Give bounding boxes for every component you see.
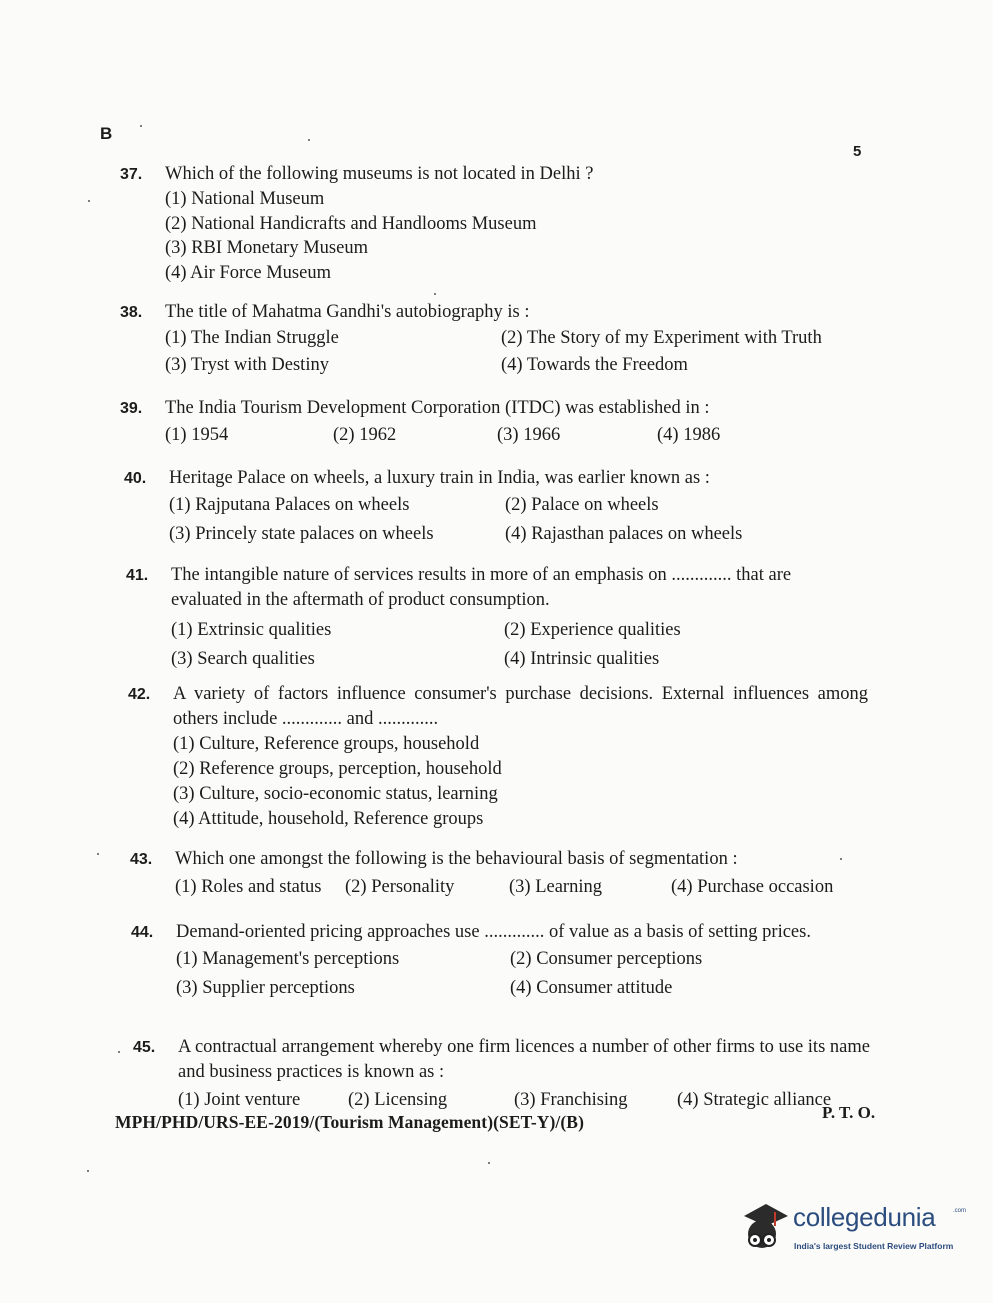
option: (1) 1954: [165, 425, 229, 445]
option: (2) The Story of my Experiment with Truth: [501, 328, 822, 348]
question-number: 44.: [131, 924, 154, 941]
option: (4) Consumer attitude: [510, 978, 673, 998]
question-40: [124, 466, 884, 548]
option: (4) Rajasthan palaces on wheels: [505, 524, 743, 544]
option: (4) Air Force Museum: [165, 262, 331, 283]
question-number: 39.: [120, 400, 143, 417]
option: (4) 1986: [657, 425, 721, 445]
question-text: The title of Mahatma Gandhi's autobiography is :: [165, 302, 530, 322]
option: (2) National Handicrafts and Handlooms Museum: [165, 213, 537, 234]
option: (3) Franchising: [514, 1090, 628, 1110]
option: (3) 1966: [497, 425, 561, 445]
brand-name: collegedunia: [793, 1202, 936, 1232]
question-text: Demand-oriented pricing approaches use ............. of value as a basis of setting prices.: [176, 922, 811, 942]
question-text: Heritage Palace on wheels, a luxury train in India, was earlier known as :: [169, 468, 710, 488]
question-text: The intangible nature of services results in more of an emphasis on ............. that are evaluated in the aftermath of product consumption.: [171, 565, 792, 610]
option: (2) Licensing: [348, 1090, 448, 1110]
scan-speck: [118, 1051, 120, 1053]
question-45: [133, 1035, 878, 1113]
scan-speck: [840, 858, 842, 860]
mascot-icon: [736, 1196, 792, 1256]
question-41: [126, 563, 866, 673]
option: (3) RBI Monetary Museum: [165, 238, 368, 258]
option: (4) Intrinsic qualities: [504, 649, 660, 669]
question-text: A variety of factors influence consumer's purchase decisions. External influences among others include ............. and .............: [173, 684, 868, 729]
question-number: 43.: [130, 851, 153, 868]
scan-speck: [88, 200, 90, 202]
option: (1) Roles and status: [175, 877, 322, 897]
option: (4) Purchase occasion: [671, 877, 834, 897]
option: (4) Towards the Freedom: [501, 355, 688, 375]
option: (2) Palace on wheels: [505, 495, 659, 515]
scan-speck: [140, 125, 142, 127]
question-text: Which of the following museums is not located in Delhi ?: [165, 164, 594, 184]
question-42: [128, 682, 868, 832]
option: (3) Learning: [509, 877, 602, 897]
scan-speck: [488, 1162, 490, 1164]
pto-label: P. T. O.: [822, 1103, 876, 1122]
footer-code: MPH/PHD/URS-EE-2019/(Tourism Management)(SET-Y)/(B): [115, 1112, 585, 1132]
question-38: [120, 300, 880, 378]
scan-speck: [87, 1170, 89, 1172]
option: (1) Management's perceptions: [176, 949, 400, 969]
question-44: [131, 920, 871, 1002]
brand-suffix: .com: [953, 1208, 967, 1214]
option: (4) Strategic alliance: [677, 1090, 832, 1110]
option: (1) Culture, Reference groups, household: [173, 734, 480, 754]
question-number: 38.: [120, 304, 143, 321]
question-text: A contractual arrangement whereby one firm licences a number of other firms to use its name and business practices is known as :: [178, 1037, 870, 1082]
option: (1) Joint venture: [178, 1090, 301, 1110]
option: (3) Tryst with Destiny: [165, 355, 329, 375]
question-43: [130, 847, 870, 900]
option: (3) Culture, socio-economic status, learning: [173, 784, 498, 804]
option: (3) Search qualities: [171, 649, 315, 669]
page-number: 5: [853, 143, 862, 160]
question-37: [120, 162, 880, 285]
scan-speck: [97, 853, 99, 855]
option: (2) 1962: [333, 425, 397, 445]
scan-speck: [308, 139, 310, 141]
question-39: [120, 396, 880, 448]
option: (2) Experience qualities: [504, 620, 681, 640]
option: (3) Supplier perceptions: [176, 978, 355, 998]
question-text: Which one amongst the following is the behavioural basis of segmentation :: [175, 849, 738, 869]
question-number: 41.: [126, 567, 149, 584]
option: (3) Princely state palaces on wheels: [169, 524, 434, 544]
option: (4) Attitude, household, Reference groups: [173, 809, 484, 829]
question-number: 37.: [120, 166, 143, 183]
option: (2) Personality: [345, 877, 455, 897]
question-number: 45.: [133, 1039, 156, 1056]
option: (2) Reference groups, perception, household: [173, 759, 502, 779]
brand-tagline: India's largest Student Review Platform: [794, 1241, 954, 1251]
option: (1) The Indian Struggle: [165, 328, 339, 348]
collegedunia-logo: [736, 1196, 966, 1260]
scan-speck: [434, 293, 436, 295]
set-letter: B: [100, 124, 113, 143]
option: (1) Extrinsic qualities: [171, 620, 332, 640]
option: (2) Consumer perceptions: [510, 949, 703, 969]
option: (1) Rajputana Palaces on wheels: [169, 495, 410, 515]
option: (1) National Museum: [165, 189, 325, 209]
question-number: 42.: [128, 686, 151, 703]
question-text: The India Tourism Development Corporation (ITDC) was established in :: [165, 398, 710, 418]
question-number: 40.: [124, 470, 147, 487]
